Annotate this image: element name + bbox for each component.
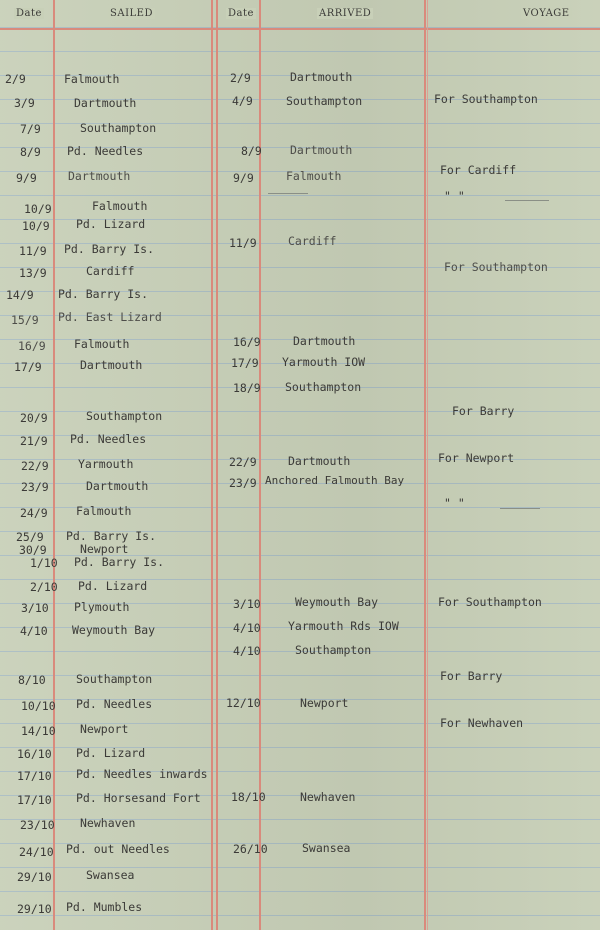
arrived-place: Dartmouth — [293, 334, 356, 348]
sailed-place: Pd. Barry Is. — [64, 242, 155, 256]
sailed-date: 22/9 — [21, 459, 49, 473]
arrived-place: Cardiff — [288, 234, 337, 248]
header-voyage: VOYAGE — [523, 8, 570, 19]
header-date-sailed: Date — [16, 8, 42, 19]
sailed-place: Southampton — [86, 409, 163, 423]
sailed-place: Pd. Needles — [76, 697, 153, 711]
arrived-date: 16/9 — [233, 335, 261, 349]
arrived-date: 12/10 — [226, 696, 261, 710]
sailed-place: Pd. Horsesand Fort — [76, 791, 201, 805]
sailed-place: Swansea — [86, 868, 135, 882]
voyage-note: For Barry — [440, 669, 503, 683]
sailed-place: Falmouth — [64, 72, 120, 86]
sailed-place: Newhaven — [80, 816, 136, 830]
sailed-place: Pd. East Lizard — [58, 310, 162, 324]
arrived-place: Southampton — [286, 94, 363, 108]
sailed-date: 23/9 — [21, 480, 49, 494]
sailed-date: 11/9 — [19, 244, 47, 258]
sailed-place: Southampton — [76, 672, 153, 686]
arrived-date: 8/9 — [241, 144, 262, 158]
sailed-date: 14/10 — [21, 724, 56, 738]
arrived-place: Southampton — [295, 643, 372, 657]
sailed-place: Falmouth — [74, 337, 130, 351]
sailed-date: 10/10 — [21, 699, 56, 713]
arrived-date: 4/9 — [232, 94, 253, 108]
arrived-date: 3/10 — [233, 597, 261, 611]
sailed-place: Pd. Needles — [70, 432, 147, 446]
sailed-place: Falmouth — [92, 199, 148, 213]
rule-after-sailed — [211, 0, 213, 930]
arrived-date: 2/9 — [230, 71, 251, 85]
header-date-arrived: Date — [228, 8, 254, 19]
sailed-place: Pd. Barry Is. — [58, 287, 149, 301]
sailed-date: 24/9 — [20, 506, 48, 520]
voyage-note: For Southampton — [434, 92, 538, 106]
sailed-date: 14/9 — [6, 288, 34, 302]
sailed-place: Pd. Lizard — [76, 217, 146, 231]
arrived-date: 11/9 — [229, 236, 257, 250]
arrived-place: Newhaven — [300, 790, 356, 804]
voyage-note: For Southampton — [444, 260, 548, 274]
sailed-place: Pd. Needles — [67, 144, 144, 158]
sailed-place: Pd. Barry Is. — [66, 529, 157, 543]
voyage-note: For Newhaven — [440, 716, 524, 730]
rule-after-arrived — [424, 0, 426, 930]
sailed-date: 10/9 — [22, 219, 50, 233]
arrived-date: 4/10 — [233, 621, 261, 635]
voyage-ditto: " " — [444, 496, 465, 510]
arrived-place: Southampton — [285, 380, 362, 394]
sailed-date: 16/9 — [18, 339, 46, 353]
sailed-place: Cardiff — [86, 264, 135, 278]
voyage-note: For Southampton — [438, 595, 542, 609]
voyage-note: For Barry — [452, 404, 515, 418]
sailed-place: Falmouth — [76, 504, 132, 518]
sailed-date: 23/10 — [20, 818, 55, 832]
sailed-place: Dartmouth — [68, 169, 131, 183]
sailed-date: 2/10 — [30, 580, 58, 594]
arrived-place: Dartmouth — [288, 454, 351, 468]
sailed-date: 8/9 — [20, 145, 41, 159]
sailed-place: Pd. Mumbles — [66, 900, 143, 914]
sailed-date: 25/9 — [16, 530, 44, 544]
sailed-date: 2/9 — [5, 72, 26, 86]
arrived-place: Newport — [300, 696, 349, 710]
sailed-date: 17/10 — [17, 769, 52, 783]
arrived-place: Anchored Falmouth Bay — [265, 474, 405, 487]
voyage-note: For Cardiff — [440, 163, 517, 177]
sailed-date: 17/10 — [17, 793, 52, 807]
header-rule — [0, 28, 600, 30]
sailed-place: Newport — [80, 722, 129, 736]
arrived-place: Falmouth — [286, 169, 342, 183]
sailed-place: Dartmouth — [80, 358, 143, 372]
sailed-date: 9/9 — [16, 171, 37, 185]
sailed-place: Pd. Lizard — [78, 579, 148, 593]
arrived-place: Yarmouth Rds IOW — [288, 619, 399, 633]
arrived-date: 18/10 — [231, 790, 266, 804]
sailed-place: Newport — [80, 542, 129, 556]
sailed-place: Plymouth — [74, 600, 130, 614]
sailed-date: 1/10 — [30, 556, 58, 570]
sailed-date: 8/10 — [18, 673, 46, 687]
sailed-place: Weymouth Bay — [72, 623, 156, 637]
arrived-date: 23/9 — [229, 476, 257, 490]
sailed-date: 16/10 — [17, 747, 52, 761]
sailed-date: 7/9 — [20, 122, 41, 136]
arrived-date: 9/9 — [233, 171, 254, 185]
header-arrived: ARRIVED — [319, 8, 372, 19]
sailed-place: Yarmouth — [78, 457, 134, 471]
sailed-date: 29/10 — [17, 902, 52, 916]
sailed-place: Southampton — [80, 121, 157, 135]
rule-after-date — [53, 0, 55, 930]
arrived-place: Weymouth Bay — [295, 595, 379, 609]
sailed-date: 4/10 — [20, 624, 48, 638]
sailed-date: 21/9 — [20, 434, 48, 448]
sailed-date: 20/9 — [20, 411, 48, 425]
sailed-date: 17/9 — [14, 360, 42, 374]
arrived-date: 22/9 — [229, 455, 257, 469]
sailed-date: 30/9 — [19, 543, 47, 557]
pen-dash — [505, 200, 549, 201]
sailed-place: Pd. Needles inwards — [76, 767, 208, 781]
sailed-date: 15/9 — [11, 313, 39, 327]
sailed-date: 24/10 — [19, 845, 54, 859]
voyage-note: For Newport — [438, 451, 515, 465]
sailed-place: Dartmouth — [86, 479, 149, 493]
rule-double-arrived — [427, 0, 428, 930]
arrived-date: 17/9 — [231, 356, 259, 370]
sailed-place: Pd. out Needles — [66, 842, 170, 856]
sailed-place: Pd. Lizard — [76, 746, 146, 760]
pen-dash — [268, 193, 308, 194]
sailed-place: Dartmouth — [74, 96, 137, 110]
sailed-date: 10/9 — [24, 202, 52, 216]
sailed-date: 29/10 — [17, 870, 52, 884]
arrived-place: Yarmouth IOW — [282, 355, 366, 369]
sailed-place: Pd. Barry Is. — [74, 555, 165, 569]
sailed-date: 3/9 — [14, 96, 35, 110]
sailed-date: 3/10 — [21, 601, 49, 615]
arrived-date: 18/9 — [233, 381, 261, 395]
sailed-date: 13/9 — [19, 266, 47, 280]
arrived-date: 4/10 — [233, 644, 261, 658]
pen-dash — [500, 508, 540, 509]
arrived-place: Swansea — [302, 841, 351, 855]
rule-double-sailed — [216, 0, 218, 930]
arrived-date: 26/10 — [233, 842, 268, 856]
header-sailed: SAILED — [110, 8, 153, 19]
voyage-ditto: " " — [444, 189, 465, 203]
arrived-place: Dartmouth — [290, 143, 353, 157]
arrived-place: Dartmouth — [290, 70, 353, 84]
